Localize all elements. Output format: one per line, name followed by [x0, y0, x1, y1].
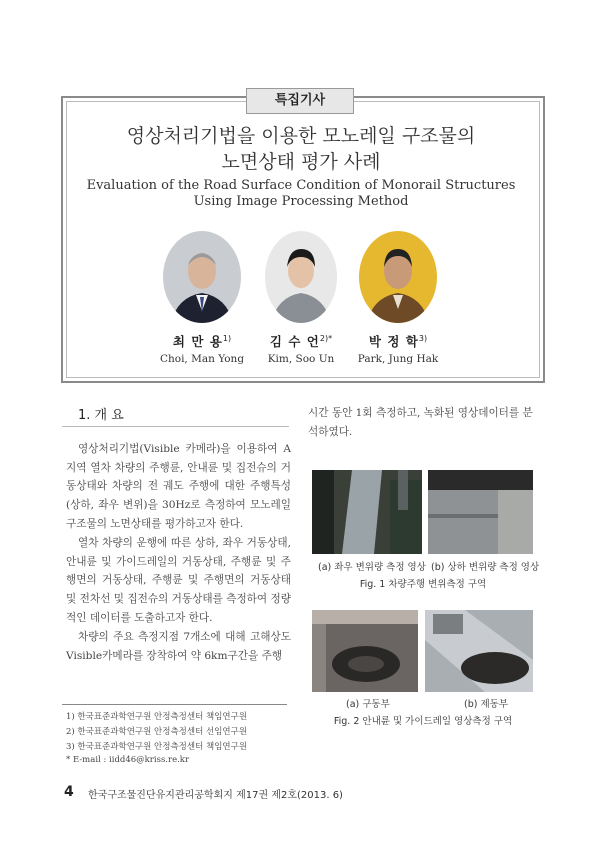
title-ko-line-2: 노면상태 평가 사례 [221, 151, 381, 173]
right-paragraph: 시간 동안 1회 측정하고, 녹화된 영상데이터를 분석하였다. [308, 407, 533, 438]
author-name-en-3: Park, Jung Hak [357, 353, 439, 365]
fig1-caption-b: (b) 상하 변위량 측정 영상 [431, 562, 540, 573]
title-en-line-2: Using Image Processing Method [193, 194, 409, 209]
author-name-ko-3: 박 정 학$^{3)}$ [368, 333, 428, 349]
footnote-3: 3) 한국표준과학연구원 안정측정센터 책임연구원 [66, 742, 248, 752]
footnote-2: 2) 한국표준과학연구원 안정측정센터 선임연구원 [66, 727, 248, 737]
feature-tag: 특집기사 [246, 88, 354, 114]
body-paragraph-2: 열차 차량의 운행에 따른 상하, 좌우 거동상태, 안내륜 및 가이드레일의 거동상태, 주행륜 및 주행면의 거동상태, 주행륜 및 주행면의 거동상태 및 전차선 및 집전슈의 거동상태를 측정하여 정량적인 데이터를 도출하고자 한다. [66, 537, 291, 624]
fig2-image-a [312, 610, 418, 692]
author-photo-park [359, 231, 437, 323]
author-name-en-2: Kim, Soo Un [267, 353, 335, 365]
title-en-line-1: Evaluation of the Road Surface Condition of Monorail Structures [86, 178, 516, 193]
footnote-email: * E-mail : iidd46@kriss.re.kr [66, 755, 190, 765]
fig2-caption-a: (a) 구동부 [346, 699, 390, 710]
author-name-ko-1: 최 만 용$^{1)}$ [172, 333, 232, 349]
fig1-image-b [428, 470, 533, 554]
footnote-1: 1) 한국표준과학연구원 안정측정센터 책임연구원 [66, 712, 248, 722]
fig2-caption: Fig. 2 안내륜 및 가이드레일 영상측정 구역 [333, 716, 513, 727]
fig1-caption-a: (a) 좌우 변위량 측정 영상 [318, 562, 426, 573]
fig2-image-b [425, 610, 533, 692]
author-photo-choi [163, 231, 241, 323]
author-photo-kim [265, 231, 337, 323]
fig2-caption-b: (b) 제동부 [464, 699, 508, 710]
fig1-caption: Fig. 1 차량주행 변위측정 구역 [359, 579, 487, 590]
author-name-en-1: Choi, Man Yong [159, 353, 245, 365]
journal-footer: 한국구조물진단유지관리공학회지 제17권 제2호(2013. 6) [88, 790, 343, 801]
fig1-image-a [312, 470, 422, 554]
section-title: 1. 개 요 [78, 408, 124, 423]
footnote-divider [62, 704, 287, 705]
title-ko-line-1: 영상처리기법을 이용한 모노레일 구조물의 [126, 125, 476, 147]
page-number: 4 [64, 784, 74, 800]
section-divider [62, 426, 289, 427]
body-paragraph-3: 차량의 주요 측정지점 7개소에 대해 고해상도 Visible카메라를 장착하여 약 6km구간을 주행 [66, 631, 291, 662]
body-paragraph-1: 영상처리기법(Visible 카메라)을 이용하여 A 지역 열차 차량의 주행륜, 안내륜 및 집전슈의 거동상태와 차량의 전 궤도 주행에 대한 주행특성(상하, 좌우 변위)을 30Hz로 측정하여 모노레일 구조물의 노면상태를 평가하고자 한다. [66, 443, 291, 530]
author-name-ko-2: 김 수 언$^{2)*}$ [269, 333, 333, 349]
